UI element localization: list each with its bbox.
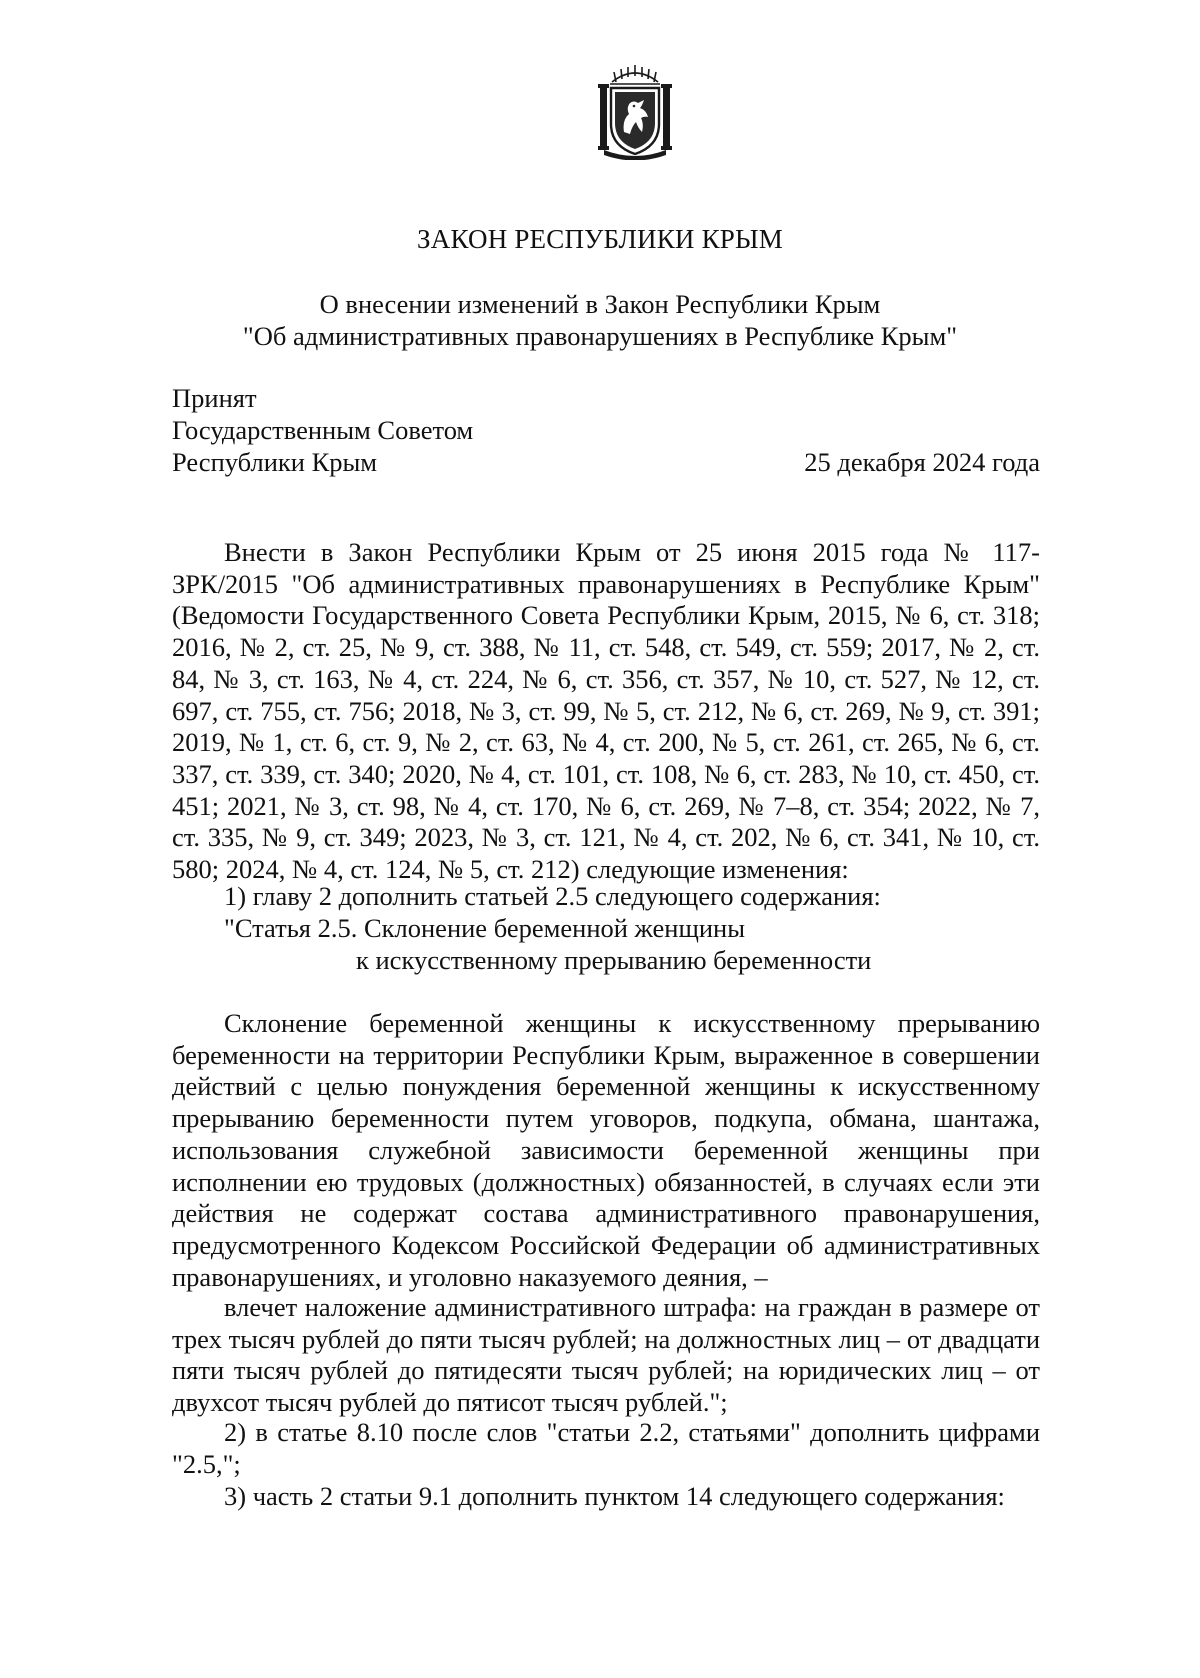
crimea-coat-of-arms-icon — [594, 62, 676, 160]
amendment-item-2-block — [172, 1417, 1040, 1480]
article-body-block — [172, 1008, 1040, 1293]
adoption-date: 25 декабря 2024 года — [804, 447, 1040, 477]
subtitle-line: "Об административных правонарушениях в Республике Крым" — [242, 321, 958, 351]
amendment-item-1: 1) главу 2 дополнить статьей 2.5 следующего содержания: — [224, 881, 881, 911]
amendment-item-3: 3) часть 2 статьи 9.1 дополнить пунктом 14 следующего содержания: — [224, 1481, 1005, 1511]
article-heading — [224, 913, 871, 976]
article-heading-line: к искусственному прерыванию беременности — [356, 944, 872, 975]
document-title: ЗАКОН РЕСПУБЛИКИ КРЫМ — [417, 224, 783, 254]
amendment-item-2: 2) в статье 8.10 после слов "статьи 2.2, статьями" дополнить цифрами "2.5,"; — [172, 1417, 1040, 1479]
sanction-paragraph: влечет наложение административного штрафа: на граждан в размере от трех тысяч рублей до пяти тысяч рублей; на должностных лиц – от двадцати пяти тысяч рублей до пятидесяти тысяч рублей; на юридических лиц – от двухсот тысяч рублей до пятисот тысяч рублей."; — [172, 1292, 1040, 1418]
adoption-line: Республики Крым — [172, 447, 378, 477]
intro-paragraph: Внести в Закон Республики Крым от 25 июня 2015 года № 117-ЗРК/2015 "Об административных правонарушениях в Республике Крым" (Ведомости Государственного Совета Республики Крым, 2015, № 6, ст. 318; 2016, № 2, ст. 25, № 9, ст. 388, № 11, ст. 548, ст. 549, ст. 559; 2017, № 2, ст. 84, № 3, ст. 163, № 4, ст. 224, № 6, ст. 356, ст. 357, № 10, ст. 527, № 12, ст. 697, ст. 755, ст. 756; 2018, № 3, ст. 99, № 5, ст. 212, № 6, ст. 269, № 9, ст. 391; 2019, № 1, ст. 6, ст. 9, № 2, ст. 63, № 4, ст. 200, № 5, ст. 261, ст. 265, № 6, ст. 337, ст. 339, ст. 340; 2020, № 4, ст. 101, ст. 108, № 6, ст. 283, № 10, ст. 450, ст. 451; 2021, № 3, ст. 98, № 4, ст. 170, № 6, ст. 269, № 7–8, ст. 354; 2022, № 7, ст. 335, № 9, ст. 349; 2023, № 3, ст. 121, № 4, ст. 202, № 6, ст. 341, № 10, ст. 580; 2024, № 4, ст. 124, № 5, ст. 212) следующие изменения: — [172, 537, 1040, 885]
adoption-block — [172, 382, 473, 478]
sanction-block — [172, 1292, 1040, 1419]
adoption-line: Государственным Советом — [172, 415, 474, 445]
adoption-line: Принят — [172, 383, 257, 413]
document-subtitle — [0, 288, 1200, 352]
article-paragraph: Склонение беременной женщины к искусственному прерыванию беременности на территории Республики Крым, выраженное в совершении действий с целью понуждения беременной женщины к искусственному прерыванию беременности путем уговоров, подкупа, обмана, шантажа, использования служебной зависимости беременной женщины при исполнении ею трудовых (должностных) обязанностей, в случаях если эти действия не содержат состава административного правонарушения, предусмотренного Кодексом Российской Федерации об административных правонарушениях, и уголовно наказуемого деяния, – — [172, 1008, 1040, 1292]
article-heading-line: "Статья 2.5. Склонение беременной женщины — [224, 913, 746, 943]
subtitle-line: О внесении изменений в Закон Республики Крым — [319, 289, 881, 319]
intro-paragraph-block — [172, 537, 1040, 886]
